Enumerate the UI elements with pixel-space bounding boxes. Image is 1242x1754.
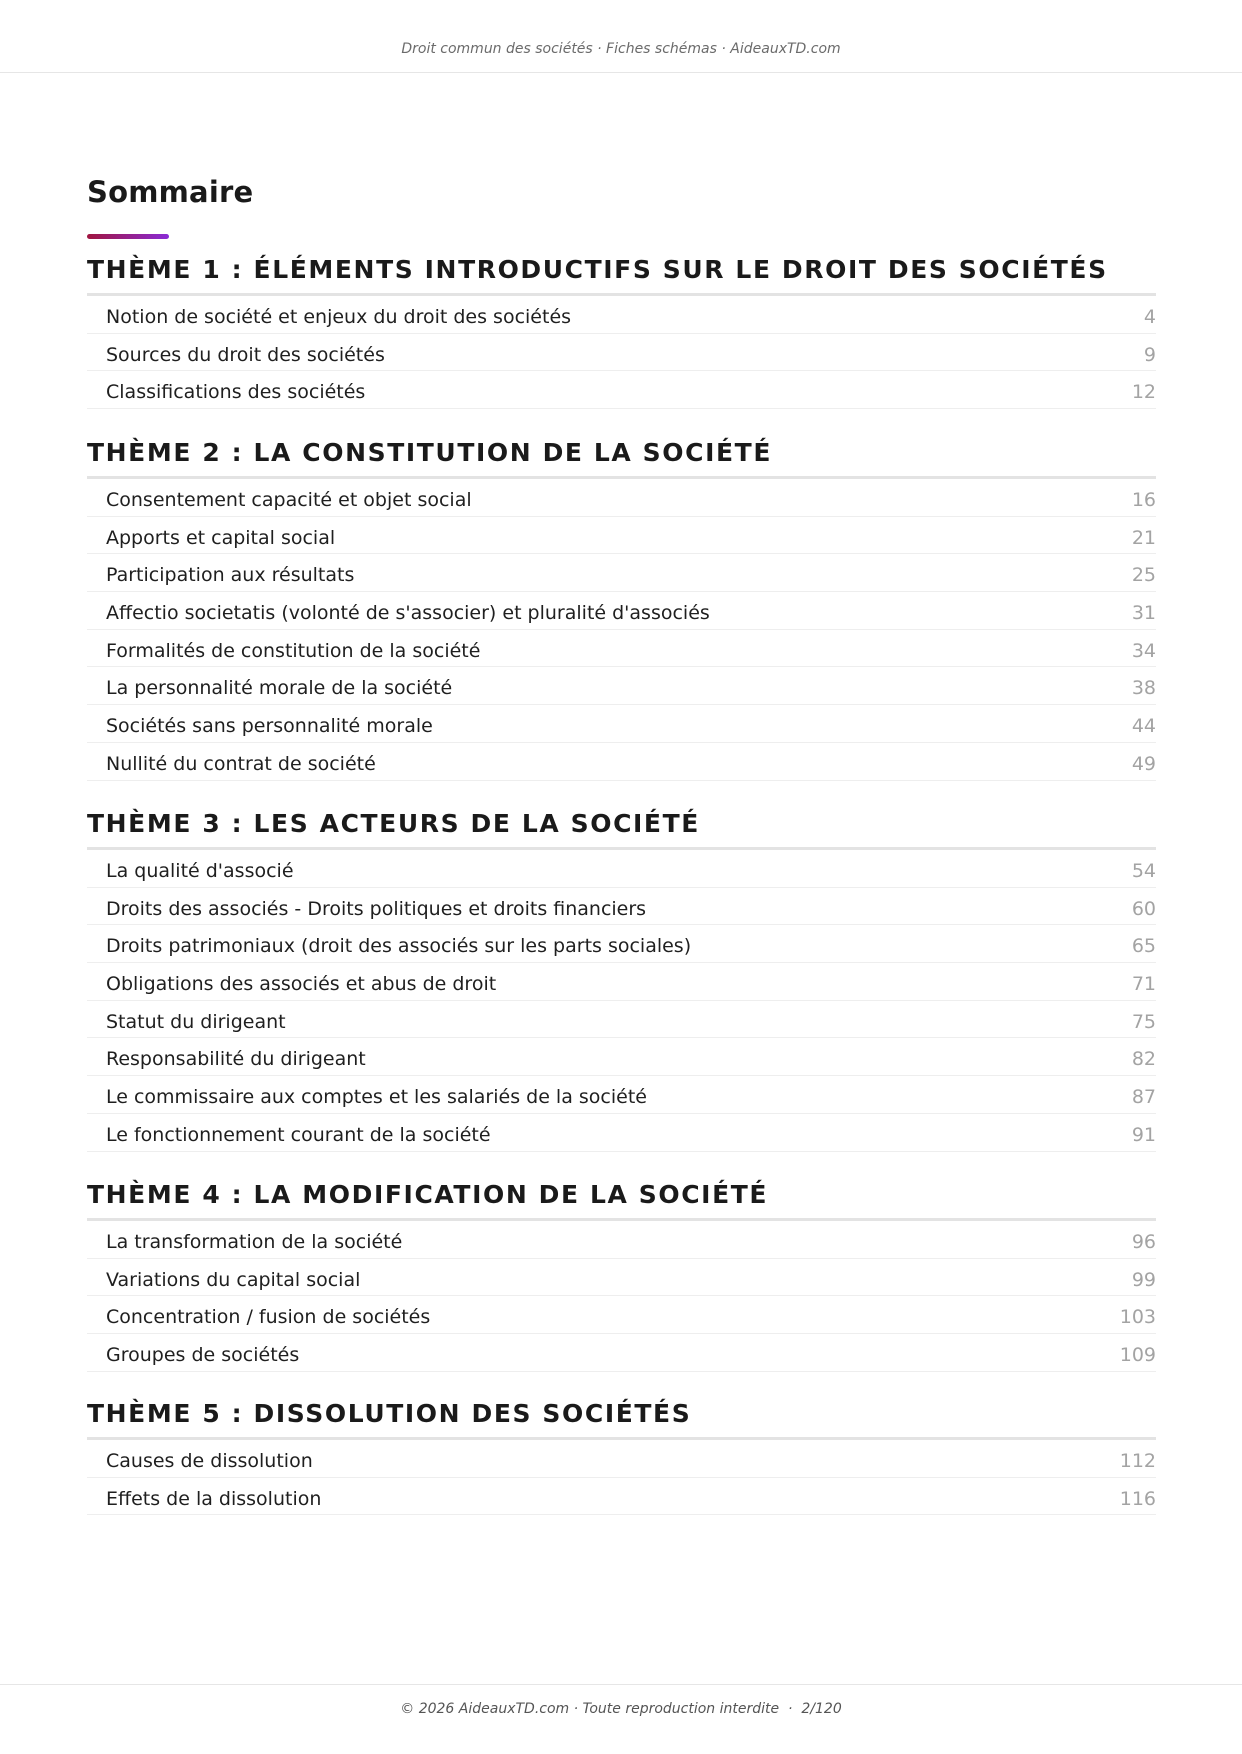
toc-entry[interactable] <box>87 888 1156 926</box>
toc-entry-title: Groupes de sociétés <box>106 1344 300 1367</box>
toc-entry[interactable] <box>87 1259 1156 1297</box>
toc-entry-page: 112 <box>1119 1450 1156 1472</box>
toc-entry-title: Notion de société et enjeux du droit des sociétés <box>106 306 572 328</box>
theme-heading <box>87 435 1156 479</box>
toc-entry[interactable] <box>87 1038 1156 1076</box>
toc-entry-page: 96 <box>1131 1231 1156 1253</box>
footer-text: © 2026 AideauxTD.com · Toute reproduction interdite · 2/120 <box>400 1701 842 1717</box>
toc-entry-title: Droits patrimoniaux (droit des associés sur les parts sociales) <box>106 935 692 958</box>
toc-entry[interactable] <box>87 963 1156 1001</box>
toc-entry-title: La qualité d'associé <box>106 860 294 882</box>
toc-entry-title: Concentration / fusion de sociétés <box>106 1306 431 1329</box>
theme-heading-label: THÈME 3 : LES ACTEURS DE LA SOCIÉTÉ <box>87 809 700 838</box>
toc-entry-title: Affectio societatis (volonté de s'associer) et pluralité d'associés <box>106 602 710 625</box>
toc-entry-title: Consentement capacité et objet social <box>106 489 472 511</box>
theme-section-3 <box>87 806 1156 1152</box>
toc-entry-page: 91 <box>1131 1123 1156 1146</box>
theme-heading-label: THÈME 5 : DISSOLUTION DES SOCIÉTÉS <box>87 1399 692 1428</box>
toc-entry-title: Causes de dissolution <box>106 1450 313 1472</box>
theme-heading <box>87 1177 1156 1221</box>
toc-entry-page: 60 <box>1131 897 1156 920</box>
toc-entry-page: 65 <box>1131 935 1156 958</box>
theme-entries <box>87 1440 1156 1515</box>
toc-entry[interactable] <box>87 296 1156 334</box>
page-footer <box>0 1684 1242 1754</box>
theme-entries <box>87 850 1156 1152</box>
theme-heading <box>87 806 1156 850</box>
toc-entry-page: 82 <box>1131 1048 1156 1071</box>
toc-entry-page: 44 <box>1131 715 1156 738</box>
toc-entry[interactable] <box>87 592 1156 630</box>
toc-entry[interactable] <box>87 1076 1156 1114</box>
toc-entry-title: Classifications des sociétés <box>106 381 366 404</box>
toc-entry[interactable] <box>87 1440 1156 1478</box>
theme-heading <box>87 252 1156 296</box>
theme-section-5 <box>87 1396 1156 1515</box>
toc-entry-page: 103 <box>1119 1306 1156 1329</box>
toc-entry-page: 71 <box>1131 973 1156 996</box>
theme-heading-label: THÈME 1 : ÉLÉMENTS INTRODUCTIFS SUR LE DROIT DES SOCIÉTÉS <box>87 255 1108 284</box>
toc-entry-page: 116 <box>1119 1487 1156 1510</box>
toc-entry[interactable] <box>87 1001 1156 1039</box>
toc-entry-page: 31 <box>1131 602 1156 625</box>
theme-section-2 <box>87 435 1156 781</box>
toc-entry-title: Formalités de constitution de la société <box>106 639 481 662</box>
toc-entry-title: Statut du dirigeant <box>106 1010 286 1033</box>
toc-entry-title: Le commissaire aux comptes et les salariés de la société <box>106 1086 647 1109</box>
toc-entry-page: 21 <box>1131 526 1156 549</box>
toc-entry[interactable] <box>87 1114 1156 1152</box>
header-text: Droit commun des sociétés · Fiches schémas · AideauxTD.com <box>401 41 841 57</box>
toc-entry[interactable] <box>87 743 1156 781</box>
toc-entry[interactable] <box>87 705 1156 743</box>
theme-entries <box>87 1221 1156 1372</box>
theme-heading-label: THÈME 2 : LA CONSTITUTION DE LA SOCIÉTÉ <box>87 438 772 467</box>
toc-entry-title: La personnalité morale de la société <box>106 677 453 700</box>
toc-entry[interactable] <box>87 925 1156 963</box>
toc-entry-title: Participation aux résultats <box>106 564 355 587</box>
toc-entry-page: 4 <box>1143 306 1156 328</box>
toc-entry-page: 34 <box>1131 639 1156 662</box>
page-title: Sommaire <box>87 175 254 209</box>
toc-entry-title: Droits des associés - Droits politiques et droits financiers <box>106 897 647 920</box>
page-header <box>0 0 1242 73</box>
toc-entry[interactable] <box>87 850 1156 888</box>
toc-entry-title: Sociétés sans personnalité morale <box>106 715 433 738</box>
theme-entries <box>87 479 1156 781</box>
toc-entry-title: Obligations des associés et abus de droit <box>106 973 497 996</box>
theme-section-4 <box>87 1177 1156 1372</box>
toc-entry-page: 54 <box>1131 860 1156 882</box>
theme-entries <box>87 296 1156 409</box>
toc-entry-page: 16 <box>1131 489 1156 511</box>
toc-entry-page: 49 <box>1131 752 1156 775</box>
toc-entry-title: Apports et capital social <box>106 526 336 549</box>
toc-entry[interactable] <box>87 1334 1156 1372</box>
toc-entry[interactable] <box>87 334 1156 372</box>
toc-entry-title: Sources du droit des sociétés <box>106 343 385 366</box>
toc-entry-title: Effets de la dissolution <box>106 1487 322 1510</box>
toc-entry-page: 38 <box>1131 677 1156 700</box>
toc-entry-page: 87 <box>1131 1086 1156 1109</box>
toc-entry[interactable] <box>87 1221 1156 1259</box>
toc-entry-title: Le fonctionnement courant de la société <box>106 1123 491 1146</box>
toc-entry-title: Variations du capital social <box>106 1268 361 1291</box>
theme-section-1 <box>87 252 1156 409</box>
toc-entry[interactable] <box>87 1478 1156 1516</box>
theme-heading-label: THÈME 4 : LA MODIFICATION DE LA SOCIÉTÉ <box>87 1180 769 1209</box>
toc-entry[interactable] <box>87 1296 1156 1334</box>
toc-entry[interactable] <box>87 517 1156 555</box>
toc-entry[interactable] <box>87 554 1156 592</box>
toc-entry-title: Responsabilité du dirigeant <box>106 1048 366 1071</box>
toc-entry-page: 99 <box>1131 1268 1156 1291</box>
toc-entry-page: 9 <box>1143 343 1156 366</box>
theme-heading <box>87 1396 1156 1440</box>
toc-entry[interactable] <box>87 479 1156 517</box>
toc-entry[interactable] <box>87 667 1156 705</box>
toc-entry-title: Nullité du contrat de société <box>106 752 376 775</box>
toc-entry[interactable] <box>87 371 1156 409</box>
toc-entry-page: 25 <box>1131 564 1156 587</box>
toc-entry[interactable] <box>87 630 1156 668</box>
toc-entry-page: 75 <box>1131 1010 1156 1033</box>
title-accent-bar <box>87 234 169 239</box>
toc-entry-page: 12 <box>1131 381 1156 404</box>
toc-entry-title: La transformation de la société <box>106 1231 403 1253</box>
toc-entry-page: 109 <box>1119 1344 1156 1367</box>
